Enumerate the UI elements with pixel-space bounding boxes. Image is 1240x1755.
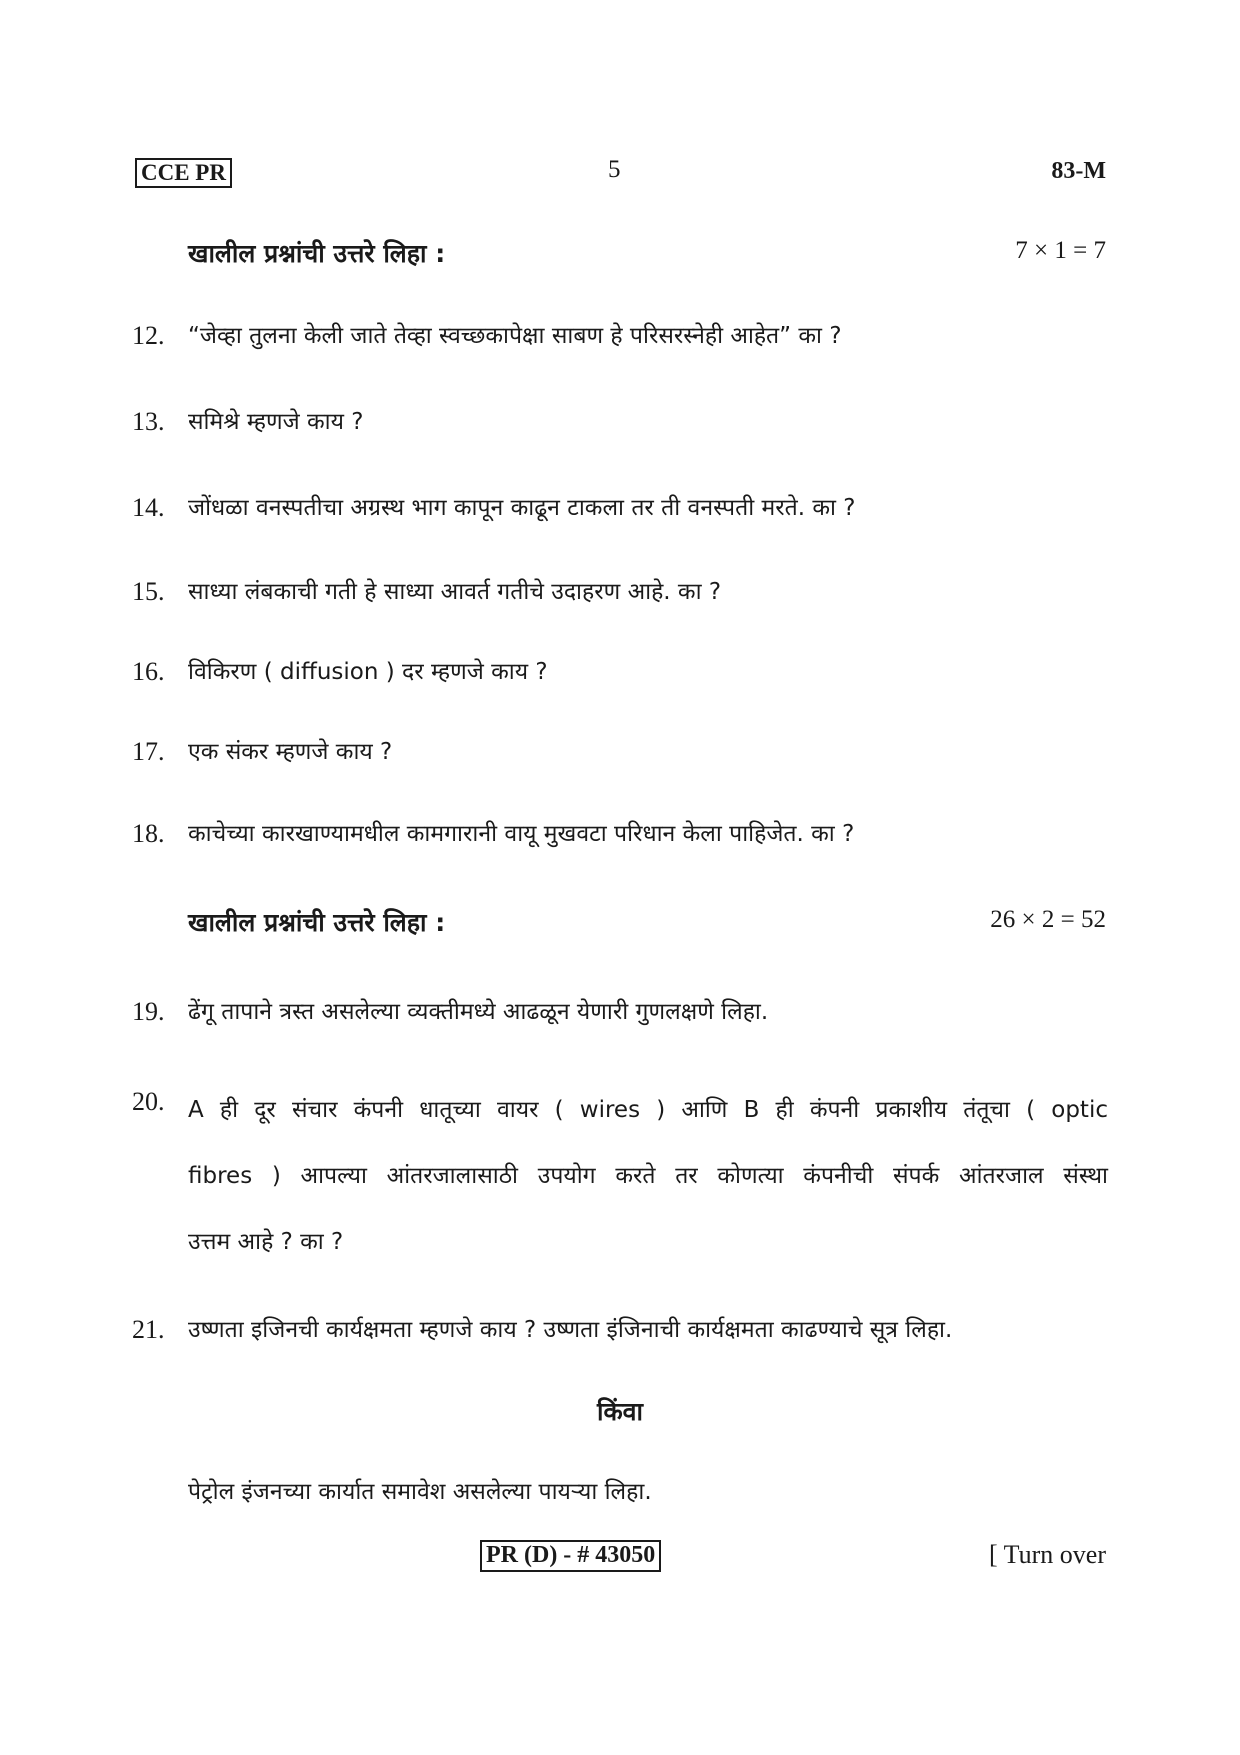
question-text: “जेव्हा तुलना केली जाते तेव्हा स्वच्छकापेक्षा साबण हे परिसरस्नेही आहेत” का ? [188,323,842,349]
question-text: विकिरण ( diffusion ) दर म्हणजे काय ? [188,659,548,685]
header-cce-pr-box: CCE PR [135,158,232,188]
section2-marks: 26 × 2 = 52 [990,906,1106,933]
question-20 [0,1077,1240,1287]
section1-instruction: खालील प्रश्नांची उत्तरे लिहा : [188,239,446,268]
question-number: 15. [132,577,165,606]
question-20-line-3: उत्तम आहे ? का ? [188,1229,344,1255]
question-text: जोंधळा वनस्पतीचा अग्रस्थ भाग कापून काढून टाकला तर ती वनस्पती मरते. का ? [188,495,856,521]
question-number: 13. [132,407,165,436]
question-number: 17. [132,737,165,766]
section1-marks: 7 × 1 = 7 [1015,237,1106,264]
question-number: 12. [132,321,165,350]
question-number: 18. [132,819,165,848]
question-text: ढेंगू तापाने त्रस्त असलेल्या व्यक्तीमध्ये आढळून येणारी गुणलक्षणे लिहा. [188,999,769,1025]
question-text: काचेच्या कारखाण्यामधील कामगारानी वायू मुखवटा परिधान केला पाहिजेत. का ? [188,821,855,847]
question-number: 21. [132,1315,165,1344]
question-text: समिश्रे म्हणजे काय ? [188,409,364,435]
or-question: पेट्रोल इंजनच्या कार्यात समावेश असलेल्या पायऱ्या लिहा. [188,1479,652,1505]
paper-code: 83-M [1051,158,1106,184]
footer-code-box: PR (D) - # 43050 [480,1540,661,1572]
section2-instruction: खालील प्रश्नांची उत्तरे लिहा : [188,908,446,937]
question-number: 14. [132,493,165,522]
question-20-line-1: A ही दूर संचार कंपनी धातूच्या वायर ( wires ) आणि B ही कंपनी प्रकाशीय तंतूचा ( optic [188,1097,1108,1123]
or-label: किंवा [596,1397,644,1426]
question-text: साध्या लंबकाची गती हे साध्या आवर्त गतीचे उदाहरण आहे. का ? [188,579,722,605]
question-text: एक संकर म्हणजे काय ? [188,739,393,765]
question-number: 16. [132,657,165,686]
question-20-line-2: fibres ) आपल्या आंतरजालासाठी उपयोग करते तर कोणत्या कंपनीची संपर्क आंतरजाल संस्था [188,1163,1108,1189]
question-number: 20. [132,1087,165,1116]
turn-over-label: [ Turn over [988,1540,1106,1569]
question-text [188,1077,1108,1275]
question-text: उष्णता इजिनची कार्यक्षमता म्हणजे काय ? उष्णता इंजिनाची कार्यक्षमता काढण्याचे सूत्र लिहा. [188,1317,953,1343]
page-number: 5 [608,156,621,183]
question-number: 19. [132,997,165,1026]
